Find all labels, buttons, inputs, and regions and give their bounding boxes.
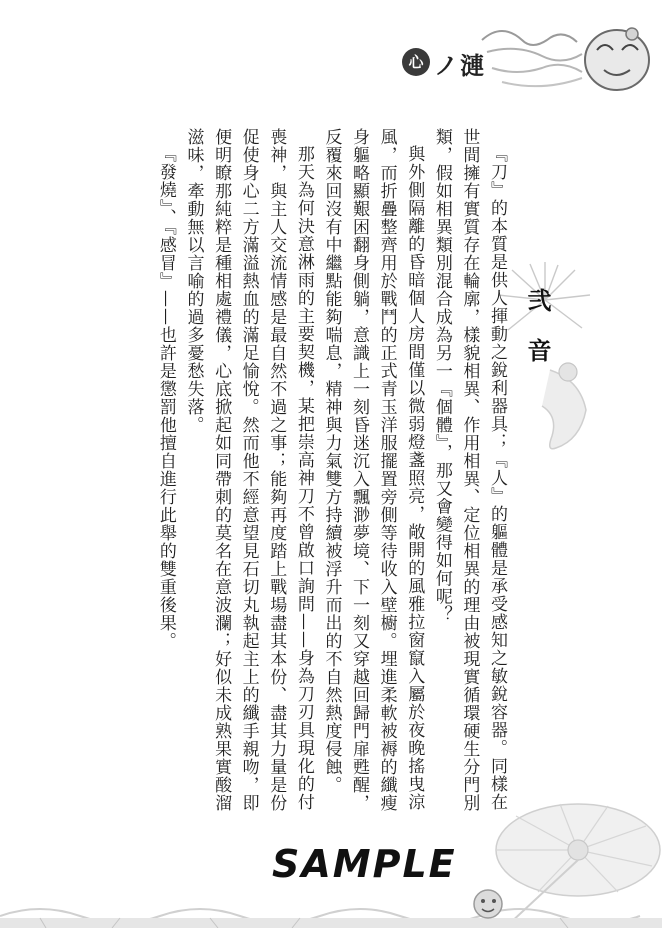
chapter-title: 弐音 bbox=[523, 288, 552, 388]
header-logo bbox=[392, 20, 654, 100]
sample-watermark: SAMPLE bbox=[272, 842, 457, 886]
paragraph: 『刀』的本質是供人揮動之銳利器具；『人』的軀體是承受感知之敏銳容器。同樣在世間擁有實質存在輪廓，樣貌相異、作用相異、定位相異的理由被現實循環硬生分門別類，假如相異類別混合成為另一『個體』，那又會變得如何呢？ bbox=[431, 128, 507, 812]
logo-heart-mark: 心 bbox=[402, 48, 430, 76]
paragraph: 與外側隔離的昏暗個人房間僅以微弱燈盞照亮，敞開的風雅拉窗竄入屬於夜晚搖曳涼風，而折疊整齊用於戰鬥的正式青玉洋服擺置旁側等待收入壁櫥。埋進柔軟被褥的纖瘦身軀略顯艱困翻身側躺，意識上一刻昏迷沉入飄渺夢境、下一刻又穿越回歸門扉甦醒，反覆來回沒有中繼點能夠喘息，精神與力氣雙方持續被浮升而出的不自然熱度侵蝕。 bbox=[321, 128, 425, 812]
cloud-swirl-icon bbox=[392, 20, 654, 100]
paragraph: 『發燒』、『感冒』——也許是懲罰他擅自進行此舉的雙重後果。 bbox=[155, 145, 176, 650]
body-text bbox=[151, 128, 510, 828]
paragraph: 那天為何決意淋雨的主要契機，某把崇高神刀不曾啟口詢問——身為刀刃具現化的付喪神，與主人交流情感是最自然不過之事；能夠再度踏上戰場盡其本份、盡其力量是份促使身心二方滿溢熱血的滿足愉悅。然而他不經意望見石切丸執起主上的纖手親吻，即便明瞭那純粹是種相處禮儀，心底掀起如同帶刺的莫名在意波瀾；好似未成熟果實酸溜滋味，牽動無以言喻的過多憂愁失落。 bbox=[183, 128, 314, 812]
logo-title: ノ漣 bbox=[434, 51, 486, 80]
